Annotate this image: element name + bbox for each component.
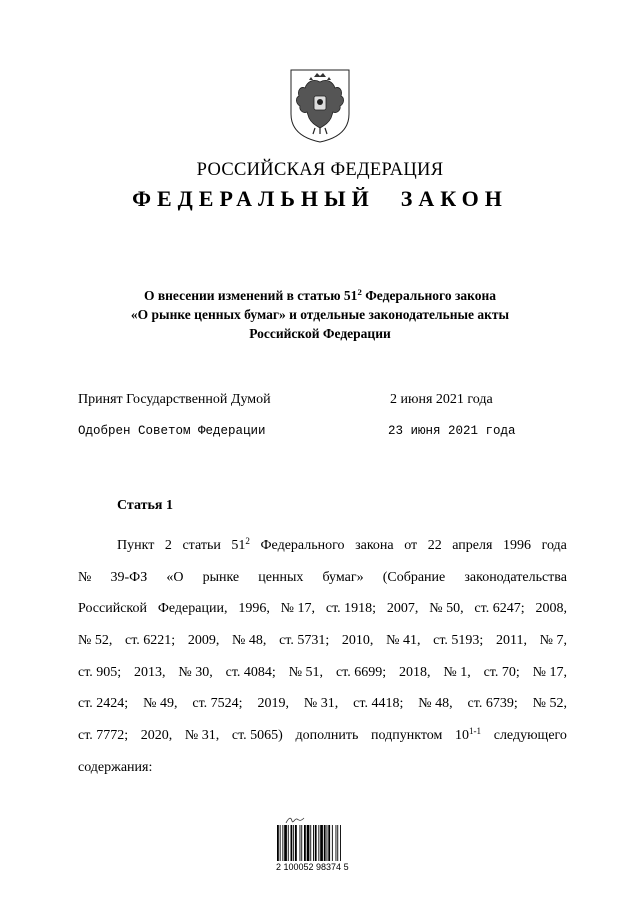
law-title-line-3: Российской Федерации [249,326,391,341]
approved-label: Одобрен Советом Федерации [78,424,266,438]
barcode-bar [300,825,301,861]
article-word: 10$^{1-1}$ [454,726,482,744]
barcode-bar [324,825,326,861]
barcode [276,815,366,875]
barcode-bar [291,825,293,861]
barcode-bar [295,825,297,861]
article-word: 2018, [398,664,431,680]
article-word: ценных [258,569,304,585]
article-word: 2 [164,538,172,553]
article-word: ст. 5193; [433,633,484,649]
article-word: ст. 6221; [125,633,176,649]
article-word: 1996 [503,538,531,553]
barcode-bar [337,825,338,861]
article-body-line [78,562,567,594]
article-word: законодательства [464,569,567,585]
barcode-bar [327,825,328,861]
barcode-bar [332,825,333,861]
article-word: ст. 2424; [78,696,129,712]
article-word: «О [166,569,184,585]
article-word: № 48, [418,696,453,712]
barcode-bar [328,825,330,861]
article-word: № 48, [232,633,267,649]
article-word: следующего [493,728,567,744]
article-word: ст. 6699; [335,664,387,680]
article-word: года [541,538,567,553]
article-word: содержания: [78,759,153,775]
article-word: рынке [202,569,240,585]
barcode-bar [280,825,281,861]
article-body-line [78,657,567,689]
adopted-date: 2 июня 2021 года [390,392,493,407]
barcode-bar [304,825,306,861]
country-name: РОССИЙСКАЯ ФЕДЕРАЦИЯ [196,160,444,180]
article-body-line [78,752,567,784]
barcode-bar [293,825,294,861]
superscript: 2 [245,536,250,546]
article-word: 1996, [238,601,270,617]
article-word: ст. 5731; [279,633,330,649]
adopted-label: Принят Государственной Думой [78,392,271,407]
law-title-line-1: О внесении изменений в статью $51^2$ Федерального закона [143,287,497,303]
coat-of-arms-emblem [287,68,353,144]
law-type-word-2: ЗАКОН [400,186,508,211]
article-word: № 17, [532,664,567,680]
article-word: 39-ФЗ [110,569,148,585]
article-word: Федерального [260,538,345,553]
article-word: статьи [182,538,221,553]
article-word: № 52, [78,633,113,649]
approved-date: 23 июня 2021 года [388,424,516,438]
article-word: бумаг» [322,569,364,585]
superscript: 1-1 [468,726,482,737]
article-word: № 51, [288,664,324,680]
article-word: ст. 905; [78,664,122,680]
article-word: апреля [452,538,493,553]
barcode-bar [310,825,311,861]
article-word: № 7, [539,633,567,649]
article-heading: Статья 1 [117,498,173,513]
article-word: ст. 5065) [231,728,283,744]
article-word: Федерации, [157,601,228,617]
barcode-bars [276,825,366,861]
article-word: ст. 70; [483,664,520,680]
article-word: № 52, [532,696,567,712]
article-word: № 17, [280,601,316,617]
article-word: 2008, [535,601,567,617]
article-word: ст. 7524; [192,696,243,712]
barcode-bar [288,825,289,861]
barcode-bar [318,825,319,861]
article-body-line [78,625,567,657]
article-word: Российской [78,601,147,617]
law-type-word-1: ФЕДЕРАЛЬНЫЙ [132,186,375,211]
article-word: ст. 7772; [78,728,129,744]
barcode-bar [301,825,302,861]
signature-mark-icon [285,815,305,825]
law-type-heading [0,186,640,212]
barcode-bar [307,825,310,861]
article-word: ст. 6739; [467,696,518,712]
article-word: ст. 1918; [325,601,377,617]
article-word: № [78,569,92,585]
article-word: 2007, [386,601,419,617]
article-word: № 31, [303,696,339,712]
barcode-bar [336,825,337,861]
article-body-line [78,530,567,562]
article-word: 2019, [257,696,289,712]
article-word: № 50, [429,601,464,617]
law-title-line-2: «О рынке ценных бумаг» и отдельные законодательные акты [130,307,510,322]
article-word: ст. 4084; [225,664,276,680]
barcode-bar [320,825,323,861]
article-word: Пункт [117,538,155,553]
barcode-bar [315,825,317,861]
article-word: № 30, [178,664,213,680]
barcode-bar [277,825,279,861]
article-word: № 41, [386,633,421,649]
barcode-bar [313,825,314,861]
law-title [0,286,640,343]
article-word: № 49, [143,696,178,712]
article-word: от [404,538,418,553]
article-word: 2010, [341,633,374,649]
article-word: дополнить [295,728,359,744]
article-word: 2009, [187,633,220,649]
article-word: ст. 6247; [474,601,525,617]
article-body-line [78,720,567,752]
barcode-bar [284,825,287,861]
article-word: ст. 4418; [353,696,404,712]
article-body [78,530,567,784]
article-word: 2013, [134,664,166,680]
article-word: (Собрание [382,569,446,585]
barcode-number: 2 100052 98374 5 [276,862,349,872]
article-word: 22 [427,538,442,553]
article-word: подпунктом [371,728,443,744]
article-word: № 31, [184,728,220,744]
article-word: № 1, [443,664,471,680]
barcode-bar [282,825,283,861]
article-word: 2011, [495,633,527,649]
barcode-bar [340,825,341,861]
article-body-line [78,593,567,625]
article-body-line [78,688,567,720]
article-word: $51^2$ [231,536,250,553]
article-word: 2020, [140,728,173,744]
article-word: закона [355,538,394,553]
